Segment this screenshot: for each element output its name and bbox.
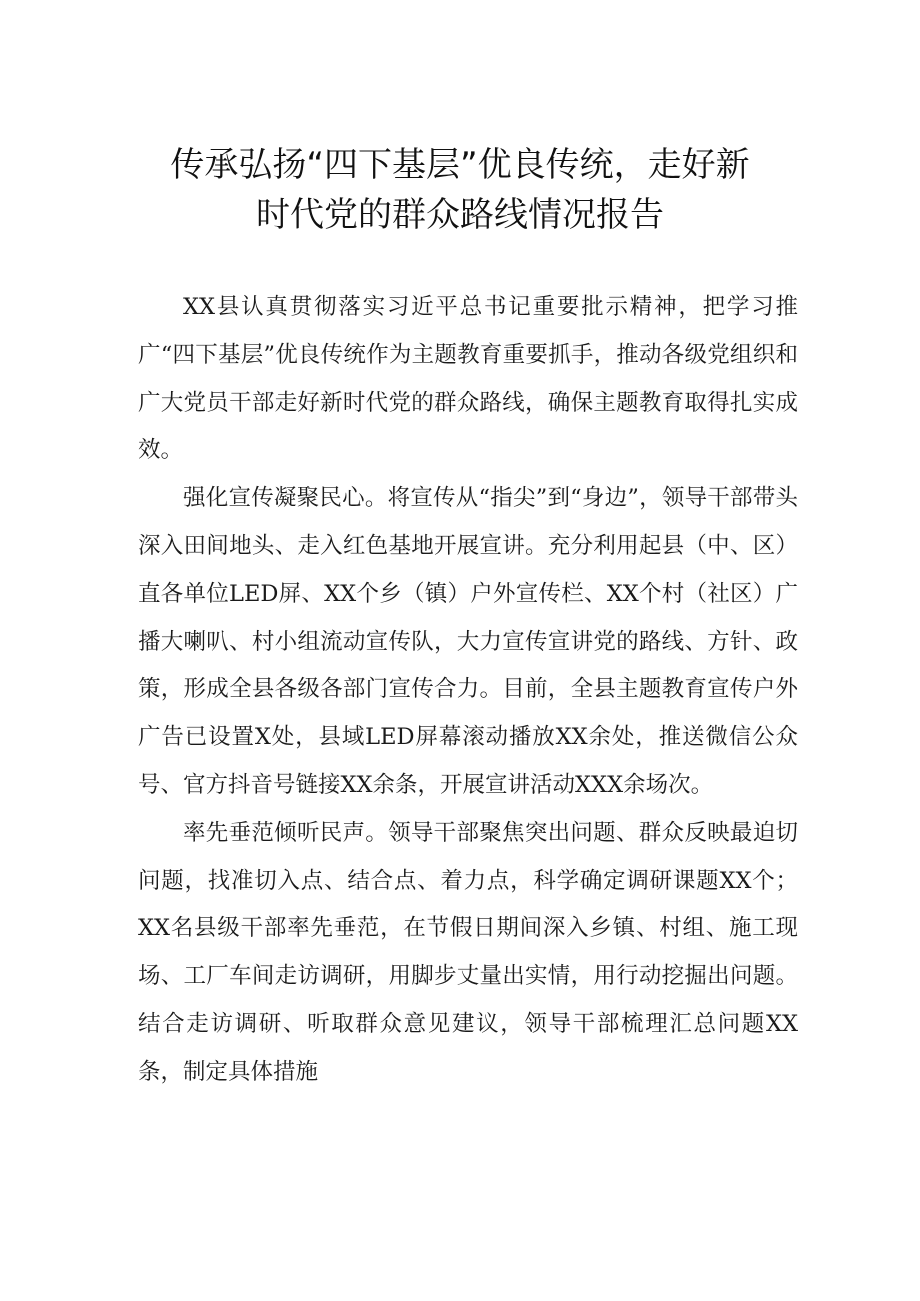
document-title <box>0 140 920 240</box>
title-line-2: 时代党的群众路线情况报告 <box>256 195 664 235</box>
paragraph-publicity: 强化宣传凝聚民心。将宣传从“指尖”到“身边”，领导干部带头深入田间地头、走入红色基地开展宣讲。充分利用起县（中、区）直各单位LED屏、XX个乡（镇）户外宣传栏、XX个村（社区）广播大喇叭、村小组流动宣传队，大力宣传宣讲党的路线、方针、政策，形成全县各级各部门宣传合力。目前，全县主题教育宣传户外广告已设置X处，县域LED屏幕滚动播放XX余处，推送微信公众号、官方抖音号链接XX余条，开展宣讲活动XXX余场次。 <box>138 485 798 798</box>
paragraph-intro: XX县认真贯彻落实习近平总书记重要批示精神，把学习推广“四下基层”优良传统作为主题教育重要抓手，推动各级党组织和广大党员干部走好新时代党的群众路线，确保主题教育取得扎实成效。 <box>138 294 798 464</box>
document-body <box>138 284 798 1097</box>
paragraph-leadership: 率先垂范倾听民声。领导干部聚焦突出问题、群众反映最迫切问题，找准切入点、结合点、着力点，科学确定调研课题XX个；XX名县级干部率先垂范，在节假日期间深入乡镇、村组、施工现场、工厂车间走访调研，用脚步丈量出实情，用行动挖掘出问题。结合走访调研、听取群众意见建议，领导干部梳理汇总问题XX条，制定具体措施 <box>138 819 798 1085</box>
title-line-1: 传承弘扬“四下基层”优良传统，走好新 <box>170 145 750 185</box>
